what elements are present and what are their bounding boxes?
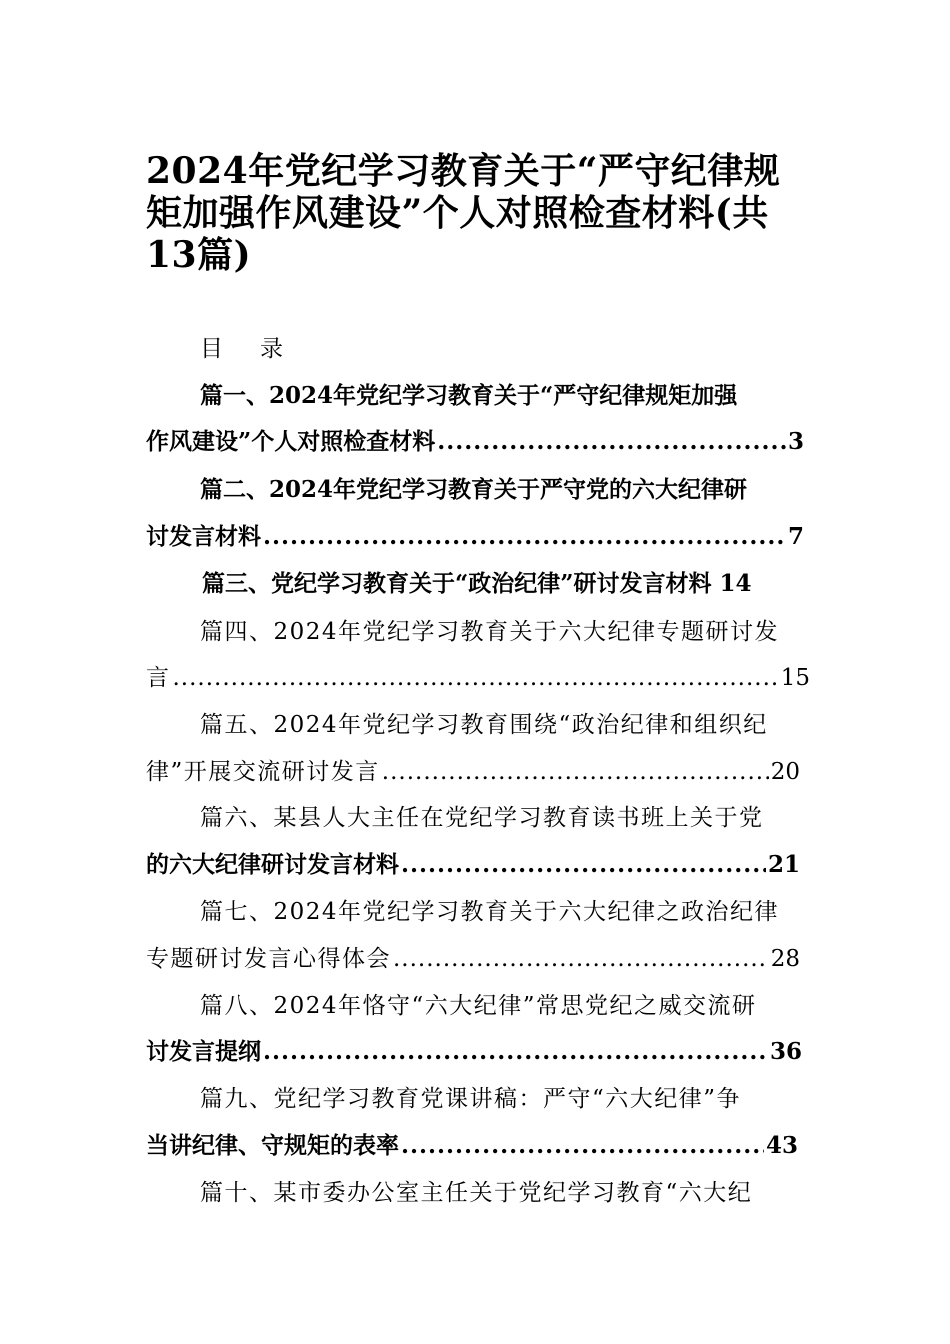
toc-entry-6-page: 21 [767,851,800,878]
toc-entry-7-text: 专题研讨发言心得体会 [146,946,391,972]
toc-entry-9-line2[interactable] [146,1131,798,1161]
toc-entry-6-line1[interactable]: 篇六、某县人大主任在党纪学习教育读书班上关于党 [200,805,764,831]
toc-entry-7-line2[interactable] [146,944,800,974]
toc-entry-2-line1[interactable]: 篇二、2024年党纪学习教育关于严守党的六大纪律研 [200,476,748,503]
document-title: 2024年党纪学习教育关于“严守纪律规矩加强作风建设”个人对照检查材料(共13篇) [146,150,781,276]
toc-entry-4-page: 15 [780,665,810,691]
toc-entry-5-line2[interactable] [146,757,800,787]
toc-entry-6-leader [401,850,766,880]
toc-entry-8-page: 36 [769,1038,802,1065]
toc-entry-1-line2[interactable] [146,427,804,457]
toc-entry-2-text: 讨发言材料 [146,523,261,550]
toc-entry-2-page: 7 [787,523,804,550]
toc-entry-4-text: 言 [146,665,171,691]
toc-entry-2-line2[interactable] [146,522,804,552]
toc-entry-8-line2[interactable] [146,1037,802,1067]
toc-entry-6-line2[interactable] [146,850,800,880]
toc-entry-9-page: 43 [765,1132,798,1159]
toc-entry-5-line1[interactable]: 篇五、2024年党纪学习教育围绕“政治纪律和组织纪 [200,712,768,738]
toc-entry-8-text: 讨发言提纲 [146,1038,261,1065]
toc-entry-1-line1[interactable]: 篇一、2024年党纪学习教育关于“严守纪律规矩加强 [200,382,738,409]
toc-entry-7-leader [393,944,769,974]
toc-entry-4-leader [173,663,779,693]
toc-entry-9-leader [401,1131,764,1161]
toc-entry-8-leader [263,1037,768,1067]
toc-entry-1-text: 作风建设”个人对照检查材料 [146,428,436,455]
toc-entry-2-leader [263,522,786,552]
toc-entry-5-page: 20 [770,759,800,785]
toc-entry-1-leader [437,427,786,457]
toc-entry-7-line1[interactable]: 篇七、2024年党纪学习教育关于六大纪律之政治纪律 [200,899,780,925]
toc-heading [200,334,284,364]
toc-entry-1-page: 3 [787,428,804,455]
toc-entry-10-line1[interactable]: 篇十、某市委办公室主任关于党纪学习教育“六大纪 [200,1180,753,1206]
toc-entry-5-text: 律”开展交流研讨发言 [146,759,380,785]
toc-entry-9-line1[interactable]: 篇九、党纪学习教育党课讲稿：严守“六大纪律”争 [200,1086,742,1112]
toc-heading-right: 录 [260,336,284,362]
toc-entry-9-text: 当讲纪律、守规矩的表率 [146,1132,399,1159]
toc-entry-6-text: 的六大纪律研讨发言材料 [146,851,399,878]
toc-entry-8-line1[interactable]: 篇八、2024年恪守“六大纪律”常思党纪之威交流研 [200,993,757,1019]
toc-entry-4-line1[interactable]: 篇四、2024年党纪学习教育关于六大纪律专题研讨发 [200,619,780,645]
toc-heading-left: 目 [200,336,224,362]
toc-entry-4-line2[interactable] [146,663,810,693]
toc-entry-5-leader [382,757,769,787]
toc-entry-3-line1[interactable]: 篇三、党纪学习教育关于“政治纪律”研讨发言材料 14 [202,570,752,597]
toc-entry-7-page: 28 [770,946,800,972]
